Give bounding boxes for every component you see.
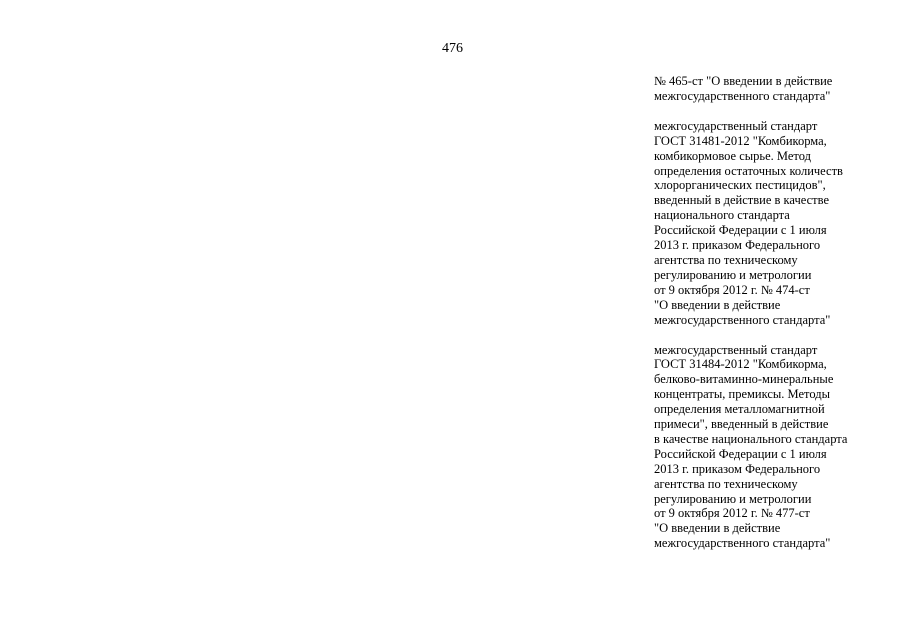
text-line: примеси", введенный в действие [654, 417, 829, 432]
text-line: межгосударственный стандарт [654, 342, 818, 357]
paragraph-order-465 [654, 74, 899, 104]
text-line: Российской Федерации с 1 июля [654, 446, 827, 461]
text-line: комбикормовое сырье. Метод [654, 148, 811, 163]
text-line: ГОСТ 31481-2012 "Комбикорма, [654, 133, 827, 148]
text-line: от 9 октября 2012 г. № 474-ст [654, 282, 810, 297]
text-column [654, 74, 899, 551]
text-line: межгосударственного стандарта" [654, 312, 831, 327]
text-line: введенный в действие в качестве [654, 193, 830, 208]
page-number: 476 [442, 41, 463, 56]
text-line: № 465-ст "О введении в действие [654, 74, 833, 88]
text-line: Российской Федерации с 1 июля [654, 223, 827, 238]
text-line: белково-витаминно-минеральные [654, 372, 834, 387]
text-line: ГОСТ 31484-2012 "Комбикорма, [654, 357, 827, 372]
text-line: 2013 г. приказом Федерального [654, 238, 821, 253]
text-line: в качестве национального стандарта [654, 431, 848, 446]
text-line: хлорорганических пестицидов", [654, 178, 826, 193]
text-line: межгосударственного стандарта" [654, 536, 831, 551]
text-line: национального стандарта [654, 208, 790, 223]
text-line: межгосударственного стандарта" [654, 88, 831, 103]
text-line: регулированию и метрологии [654, 491, 812, 506]
text-line: 2013 г. приказом Федерального [654, 461, 821, 476]
paragraph-gost-31484 [654, 343, 899, 552]
paragraph-gost-31481 [654, 119, 899, 328]
text-line: от 9 октября 2012 г. № 477-ст [654, 506, 810, 521]
text-line: агентства по техническому [654, 476, 798, 491]
text-line: агентства по техническому [654, 252, 798, 267]
text-line: регулированию и метрологии [654, 267, 812, 282]
text-line: "О введении в действие [654, 297, 781, 312]
text-line: межгосударственный стандарт [654, 118, 818, 133]
text-line: определения остаточных количеств [654, 163, 843, 178]
text-line: "О введении в действие [654, 521, 781, 536]
text-line: определения металломагнитной [654, 402, 825, 417]
text-line: концентраты, премиксы. Методы [654, 387, 830, 402]
